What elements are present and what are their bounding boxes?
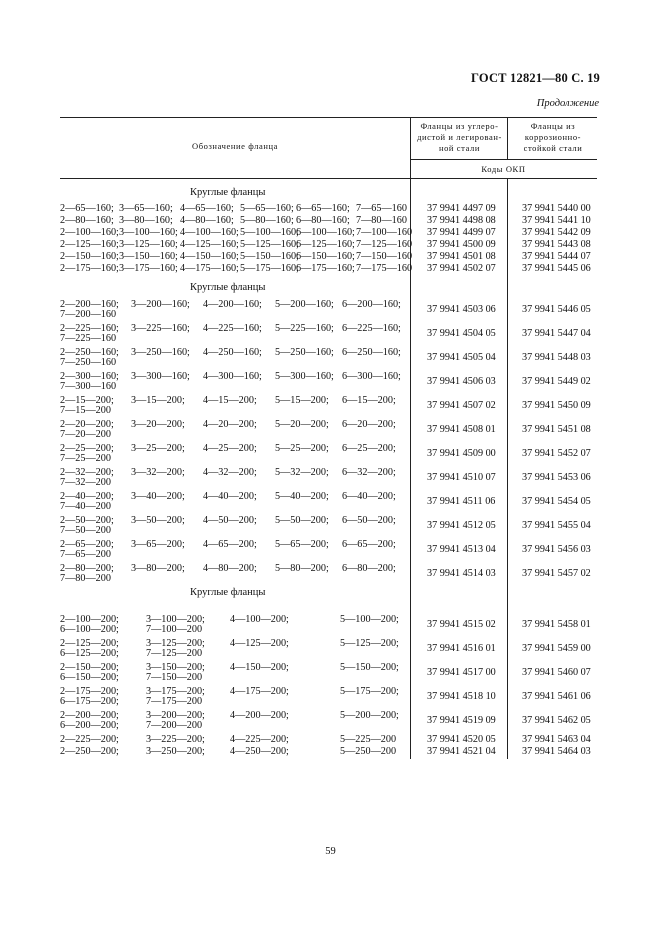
flange-designation: 3—80—200; [131, 563, 185, 574]
designation-header: Обозначение фланца [191, 141, 279, 151]
table-row [60, 563, 597, 584]
okp-code-corrosion: 37 9941 5460 07 [522, 667, 591, 678]
codes-separator [410, 159, 597, 160]
okp-code-carbon: 37 9941 4521 04 [427, 746, 496, 757]
flange-designation: 2—150—200; [60, 662, 119, 673]
page-number: 59 [325, 846, 336, 857]
flange-designation: 4—80—160; [180, 215, 234, 226]
flange-designation: 5—25—200; [275, 443, 329, 454]
okp-code-corrosion: 37 9941 5452 07 [522, 448, 591, 459]
flange-designation: 5—100—160; [240, 227, 299, 238]
flange-designation: 5—250—160; [275, 347, 334, 358]
table-row [60, 467, 597, 488]
flange-designation: 5—20—200; [275, 419, 329, 430]
flange-designation: 7—125—200 [146, 648, 203, 659]
flange-designation: 7—100—200 [146, 624, 203, 635]
okp-code-carbon: 37 9941 4520 05 [427, 734, 496, 745]
table-row [60, 215, 597, 227]
okp-code-corrosion: 37 9941 5461 06 [522, 691, 591, 702]
flange-designation: 7—125—160 [356, 239, 413, 250]
okp-code-corrosion: 37 9941 5446 05 [522, 304, 591, 315]
okp-code-corrosion: 37 9941 5450 09 [522, 400, 591, 411]
flange-designation: 3—225—160; [131, 323, 190, 334]
flange-designation: 5—65—200; [275, 539, 329, 550]
flange-designation: 6—175—200; [60, 696, 119, 707]
header-bottom-border [60, 178, 597, 179]
okp-code-corrosion: 37 9941 5442 09 [522, 227, 591, 238]
carbon-steel-header: Фланцы из углеро-дистой и легирован-ной стали [417, 121, 502, 153]
table-row [60, 299, 597, 320]
flange-designation: 3—15—200; [131, 395, 185, 406]
flange-designation: 2—20—200; [60, 419, 114, 430]
flange-designation: 5—150—200; [340, 662, 399, 673]
flange-designation: 2—150—160; [60, 251, 119, 262]
flange-designation: 3—175—200; [146, 686, 205, 697]
flange-designation: 4—125—200; [230, 638, 289, 649]
table-row [60, 395, 597, 416]
flange-designation: 5—125—200; [340, 638, 399, 649]
flange-designation: 5—250—200 [340, 746, 397, 757]
flange-designation: 2—15—200; [60, 395, 114, 406]
flange-designation: 4—20—200; [203, 419, 257, 430]
flange-designation: 7—15—200 [60, 405, 111, 416]
table-row [60, 515, 597, 536]
okp-code-carbon: 37 9941 4513 04 [427, 544, 496, 555]
flange-designation: 6—150—200; [60, 672, 119, 683]
flange-designation: 5—15—200; [275, 395, 329, 406]
flange-designation: 5—80—160; [240, 215, 294, 226]
flange-designation: 5—100—200; [340, 614, 399, 625]
flange-designation: 4—225—200; [230, 734, 289, 745]
flange-designation: 5—80—200; [275, 563, 329, 574]
flange-designation: 7—65—200 [60, 549, 111, 560]
flange-designation: 4—40—200; [203, 491, 257, 502]
okp-code-carbon: 37 9941 4518 10 [427, 691, 496, 702]
flange-designation: 3—50—200; [131, 515, 185, 526]
okp-code-carbon: 37 9941 4505 04 [427, 352, 496, 363]
table-row [60, 443, 597, 464]
flange-designation: 4—225—160; [203, 323, 262, 334]
flange-designation: 2—125—160; [60, 239, 119, 250]
section-title: Круглые фланцы [190, 282, 266, 293]
flange-designation: 6—175—160; [296, 263, 355, 274]
flange-designation: 3—150—160; [119, 251, 178, 262]
flange-designation: 6—50—200; [342, 515, 396, 526]
flange-designation: 6—100—200; [60, 624, 119, 635]
okp-code-carbon: 37 9941 4507 02 [427, 400, 496, 411]
table-row [60, 686, 597, 707]
flange-designation: 4—32—200; [203, 467, 257, 478]
flange-designation: 3—250—160; [131, 347, 190, 358]
flange-designation: 3—125—160; [119, 239, 178, 250]
flange-designation: 5—225—160; [275, 323, 334, 334]
flange-designation: 3—32—200; [131, 467, 185, 478]
table-row [60, 347, 597, 368]
flange-designation: 4—100—160; [180, 227, 239, 238]
flange-designation: 7—200—160 [60, 309, 117, 320]
okp-code-corrosion: 37 9941 5441 10 [522, 215, 591, 226]
okp-codes-header: Коды ОКП [481, 164, 526, 174]
flange-designation: 2—225—200; [60, 734, 119, 745]
flange-designation: 6—20—200; [342, 419, 396, 430]
flange-designation: 3—80—160; [119, 215, 173, 226]
okp-code-carbon: 37 9941 4500 09 [427, 239, 496, 250]
flange-designation: 7—175—160 [356, 263, 413, 274]
flange-designation: 6—225—160; [342, 323, 401, 334]
flange-designation: 3—100—200; [146, 614, 205, 625]
flange-designation: 3—225—200; [146, 734, 205, 745]
table-top-border [60, 117, 597, 118]
flange-designation: 3—125—200; [146, 638, 205, 649]
flange-designation: 5—125—160; [240, 239, 299, 250]
flange-designation: 5—150—160; [240, 251, 299, 262]
flange-designation: 6—15—200; [342, 395, 396, 406]
flange-designation: 5—40—200; [275, 491, 329, 502]
flange-designation: 4—150—160; [180, 251, 239, 262]
column-divider-2-head [507, 117, 508, 159]
flange-designation: 7—150—160 [356, 251, 413, 262]
flange-designation: 3—200—200; [146, 710, 205, 721]
table-row [60, 323, 597, 344]
okp-code-corrosion: 37 9941 5456 03 [522, 544, 591, 555]
flange-designation: 6—80—200; [342, 563, 396, 574]
flange-designation: 4—50—200; [203, 515, 257, 526]
okp-code-corrosion: 37 9941 5463 04 [522, 734, 591, 745]
flange-designation: 3—150—200; [146, 662, 205, 673]
okp-code-carbon: 37 9941 4506 03 [427, 376, 496, 387]
flange-designation: 3—25—200; [131, 443, 185, 454]
okp-code-corrosion: 37 9941 5458 01 [522, 619, 591, 630]
flange-designation: 6—65—200; [342, 539, 396, 550]
flange-designation: 2—250—160; [60, 347, 119, 358]
flange-designation: 2—32—200; [60, 467, 114, 478]
table-row [60, 239, 597, 251]
flange-designation: 7—150—200 [146, 672, 203, 683]
flange-designation: 3—300—160; [131, 371, 190, 382]
flange-designation: 2—175—160; [60, 263, 119, 274]
table-row [60, 734, 597, 746]
okp-code-corrosion: 37 9941 5440 00 [522, 203, 591, 214]
flange-designation: 2—125—200; [60, 638, 119, 649]
flange-designation: 7—80—200 [60, 573, 111, 584]
flange-designation: 5—200—160; [275, 299, 334, 310]
flange-designation: 4—65—160; [180, 203, 234, 214]
flange-designation: 6—100—160; [296, 227, 355, 238]
table-row [60, 263, 597, 275]
okp-code-carbon: 37 9941 4508 01 [427, 424, 496, 435]
table-row [60, 491, 597, 512]
flange-designation: 2—225—160; [60, 323, 119, 334]
continuation-label: Продолжение [536, 98, 599, 109]
flange-designation: 4—175—160; [180, 263, 239, 274]
flange-designation: 5—65—160; [240, 203, 294, 214]
okp-code-corrosion: 37 9941 5457 02 [522, 568, 591, 579]
okp-code-carbon: 37 9941 4512 05 [427, 520, 496, 531]
flange-designation: 3—20—200; [131, 419, 185, 430]
flange-designation: 3—65—200; [131, 539, 185, 550]
flange-designation: 5—175—160; [240, 263, 299, 274]
table-row [60, 746, 597, 758]
flange-designation: 4—200—200; [230, 710, 289, 721]
flange-designation: 7—250—160 [60, 357, 117, 368]
okp-code-carbon: 37 9941 4510 07 [427, 472, 496, 483]
flange-designation: 4—175—200; [230, 686, 289, 697]
okp-code-carbon: 37 9941 4515 02 [427, 619, 496, 630]
flange-designation: 6—125—200; [60, 648, 119, 659]
flange-designation: 3—40—200; [131, 491, 185, 502]
table-row [60, 638, 597, 659]
flange-designation: 5—50—200; [275, 515, 329, 526]
okp-code-carbon: 37 9941 4502 07 [427, 263, 496, 274]
table-row [60, 371, 597, 392]
okp-code-carbon: 37 9941 4504 05 [427, 328, 496, 339]
section-title: Круглые фланцы [190, 187, 266, 198]
flange-designation: 5—300—160; [275, 371, 334, 382]
flange-designation: 2—80—200; [60, 563, 114, 574]
flange-designation: 5—225—200 [340, 734, 397, 745]
corrosion-steel-header: Фланцы из коррозионно-стойкой стали [523, 121, 583, 153]
table-row [60, 227, 597, 239]
okp-code-carbon: 37 9941 4514 03 [427, 568, 496, 579]
okp-code-carbon: 37 9941 4503 06 [427, 304, 496, 315]
flange-designation: 5—32—200; [275, 467, 329, 478]
flange-designation: 7—200—200 [146, 720, 203, 731]
table-row [60, 419, 597, 440]
flange-designation: 2—200—160; [60, 299, 119, 310]
okp-code-carbon: 37 9941 4517 00 [427, 667, 496, 678]
flange-designation: 4—250—160; [203, 347, 262, 358]
flange-designation: 3—100—160; [119, 227, 178, 238]
flange-designation: 5—175—200; [340, 686, 399, 697]
okp-code-corrosion: 37 9941 5448 03 [522, 352, 591, 363]
flange-designation: 4—150—200; [230, 662, 289, 673]
flange-designation: 3—200—160; [131, 299, 190, 310]
flange-designation: 4—15—200; [203, 395, 257, 406]
table-row [60, 203, 597, 215]
document-header: ГОСТ 12821—80 С. 19 [471, 71, 600, 85]
flange-designation: 6—200—160; [342, 299, 401, 310]
flange-designation: 6—150—160; [296, 251, 355, 262]
table-row [60, 710, 597, 731]
flange-designation: 4—80—200; [203, 563, 257, 574]
flange-designation: 5—200—200; [340, 710, 399, 721]
okp-code-carbon: 37 9941 4498 08 [427, 215, 496, 226]
section-title: Круглые фланцы [190, 587, 266, 598]
flange-designation: 6—250—160; [342, 347, 401, 358]
okp-code-corrosion: 37 9941 5453 06 [522, 472, 591, 483]
flange-designation: 2—80—160; [60, 215, 114, 226]
okp-code-corrosion: 37 9941 5447 04 [522, 328, 591, 339]
flange-designation: 2—100—200; [60, 614, 119, 625]
flange-designation: 4—65—200; [203, 539, 257, 550]
okp-code-carbon: 37 9941 4499 07 [427, 227, 496, 238]
flange-designation: 2—100—160; [60, 227, 119, 238]
flange-designation: 4—250—200; [230, 746, 289, 757]
flange-designation: 7—80—160 [356, 215, 407, 226]
flange-designation: 2—300—160; [60, 371, 119, 382]
okp-code-carbon: 37 9941 4511 06 [427, 496, 496, 507]
okp-code-corrosion: 37 9941 5443 08 [522, 239, 591, 250]
flange-designation: 6—32—200; [342, 467, 396, 478]
flange-designation: 3—175—160; [119, 263, 178, 274]
flange-designation: 6—125—160; [296, 239, 355, 250]
flange-designation: 6—300—160; [342, 371, 401, 382]
okp-code-corrosion: 37 9941 5462 05 [522, 715, 591, 726]
flange-designation: 7—300—160 [60, 381, 117, 392]
flange-designation: 2—250—200; [60, 746, 119, 757]
flange-designation: 6—25—200; [342, 443, 396, 454]
okp-code-carbon: 37 9941 4497 09 [427, 203, 496, 214]
flange-designation: 7—25—200 [60, 453, 111, 464]
flange-designation: 7—100—160 [356, 227, 413, 238]
flange-designation: 6—200—200; [60, 720, 119, 731]
flange-designation: 4—125—160; [180, 239, 239, 250]
flange-designation: 6—65—160; [296, 203, 350, 214]
flange-designation: 4—100—200; [230, 614, 289, 625]
okp-code-corrosion: 37 9941 5449 02 [522, 376, 591, 387]
table-row [60, 251, 597, 263]
flange-designation: 2—200—200; [60, 710, 119, 721]
flange-designation: 2—40—200; [60, 491, 114, 502]
flange-designation: 7—175—200 [146, 696, 203, 707]
flange-designation: 4—25—200; [203, 443, 257, 454]
flange-designation: 6—40—200; [342, 491, 396, 502]
okp-code-corrosion: 37 9941 5445 06 [522, 263, 591, 274]
okp-code-corrosion: 37 9941 5459 00 [522, 643, 591, 654]
table-row [60, 539, 597, 560]
flange-designation: 7—20—200 [60, 429, 111, 440]
okp-code-carbon: 37 9941 4516 01 [427, 643, 496, 654]
flange-designation: 7—50—200 [60, 525, 111, 536]
flange-designation: 3—250—200; [146, 746, 205, 757]
flange-designation: 2—65—200; [60, 539, 114, 550]
okp-code-carbon: 37 9941 4501 08 [427, 251, 496, 262]
flange-designation: 7—40—200 [60, 501, 111, 512]
okp-code-carbon: 37 9941 4519 09 [427, 715, 496, 726]
table-row [60, 614, 597, 635]
flange-designation: 7—32—200 [60, 477, 111, 488]
okp-code-corrosion: 37 9941 5444 07 [522, 251, 591, 262]
flange-designation: 7—65—160 [356, 203, 407, 214]
flange-designation: 3—65—160; [119, 203, 173, 214]
flange-designation: 2—25—200; [60, 443, 114, 454]
okp-code-corrosion: 37 9941 5455 04 [522, 520, 591, 531]
flange-designation: 4—300—160; [203, 371, 262, 382]
table-row [60, 662, 597, 683]
flange-designation: 2—65—160; [60, 203, 114, 214]
okp-code-corrosion: 37 9941 5451 08 [522, 424, 591, 435]
okp-code-carbon: 37 9941 4509 00 [427, 448, 496, 459]
flange-designation: 7—225—160 [60, 333, 117, 344]
okp-code-corrosion: 37 9941 5454 05 [522, 496, 591, 507]
flange-designation: 2—50—200; [60, 515, 114, 526]
okp-code-corrosion: 37 9941 5464 03 [522, 746, 591, 757]
flange-designation: 6—80—160; [296, 215, 350, 226]
flange-designation: 4—200—160; [203, 299, 262, 310]
flange-designation: 2—175—200; [60, 686, 119, 697]
